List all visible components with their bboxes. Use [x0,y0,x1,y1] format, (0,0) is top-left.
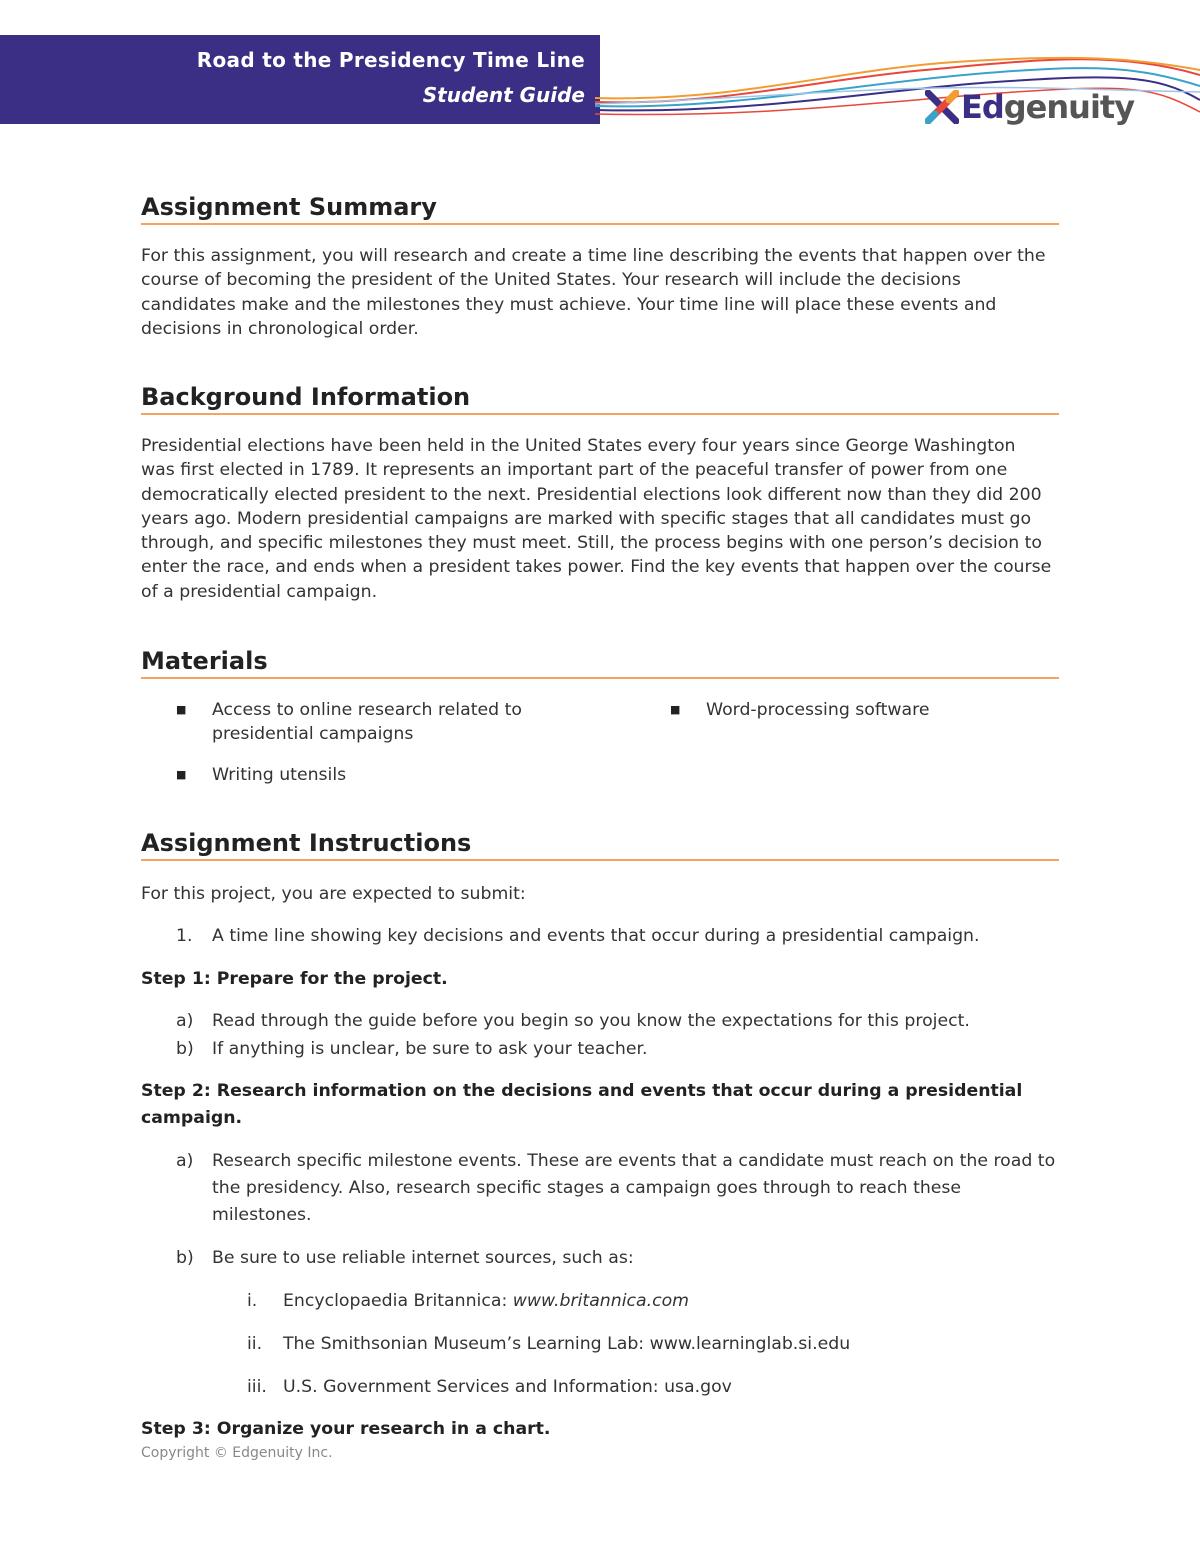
source-label: ii. [247,1334,263,1354]
step-item-line: Research specific milestone events. These are events that a candidate must reach on the road to [212,1151,1056,1171]
background-line: of a presidential campaign. [141,581,378,602]
source-link[interactable]: www.learninglab.si.edu [649,1334,851,1354]
step-item-text: If anything is unclear, be sure to ask your teacher. [212,1039,648,1059]
source-item [247,1288,1047,1316]
background-line: through, and specific milestones they must meet. Still, the process begins with one person’s decision to [141,533,1043,554]
background-line: was first elected in 1789. It represents an important part of the peaceful transfer of power from one [141,460,1008,481]
summary-line: decisions in chronological order. [141,318,419,339]
source-text [283,1331,850,1358]
submit-item-number: 1. [176,926,193,946]
step-1-item [176,1036,1056,1064]
edgenuity-x-icon [925,90,959,124]
submit-item-text: A time line showing key decisions and events that occur during a presidential campaign. [212,926,980,946]
heading-materials: Materials [141,646,1059,679]
background-line: years ago. Modern presidential campaigns are marked with specific stages that all candidates must go [141,508,1032,529]
step-item-text [212,1148,1072,1229]
summary-paragraph [141,244,1061,341]
instructions-intro: For this project, you are expected to submit: [141,884,526,904]
step-2-item-b [176,1245,1056,1273]
heading-assignment-summary: Assignment Summary [141,192,1059,225]
materials-item [176,698,576,748]
background-line: enter the race, and ends when a president takes power. Find the key events that happen over the course [141,557,1052,578]
step-item-text: Read through the guide before you begin so you know the expectations for this project. [212,1011,970,1031]
materials-item-text: Access to online research related to presidential campaigns [212,700,522,745]
step-3-title: Step 3: Organize your research in a chart. [141,1419,551,1439]
square-bullet-icon: ■ [670,703,681,716]
step-1-item [176,1008,1056,1036]
step-2-title-line: Step 2: Research information on the decisions and events that occur during a presidential [141,1081,1023,1101]
copyright-footer: Copyright © Edgenuity Inc. [141,1445,333,1461]
source-item [247,1331,1047,1359]
source-link[interactable]: www.britannica.com [512,1291,689,1311]
step-item-label: a) [176,1011,194,1031]
document-subtitle: Student Guide [422,83,585,107]
source-text [283,1374,732,1401]
summary-line: candidates make and the milestones they must achieve. Your time line will place these events and [141,294,997,315]
materials-item [670,698,1070,724]
step-1-title: Step 1: Prepare for the project. [141,969,448,989]
summary-line: For this assignment, you will research and create a time line describing the events that happen over the [141,246,1046,266]
source-label: iii. [247,1377,267,1397]
step-item-line: milestones. [212,1205,312,1225]
background-line: Presidential elections have been held in the United States every four years since George Washington [141,436,1016,456]
step-item-label: b) [176,1039,194,1059]
step-2-item-a [176,1148,1066,1232]
materials-item-text: Writing utensils [212,765,347,785]
step-2-title-line: campaign. [141,1108,243,1128]
step-item-label: a) [176,1151,194,1171]
logo-wordmark-suffix: genuity [1003,88,1135,126]
step-item-text: Be sure to use reliable internet sources, such as: [212,1248,634,1268]
source-name: Encyclopaedia Britannica: [283,1291,513,1311]
step-item-line: the presidency. Also, research specific stages a campaign goes through to reach these [212,1178,962,1198]
logo-wordmark [961,88,1134,126]
background-paragraph [141,434,1061,604]
source-label: i. [247,1291,258,1311]
materials-item [176,763,576,789]
background-line: democratically elected president to the next. Presidential elections look different now than they did 200 [141,484,1042,505]
heading-background-information: Background Information [141,382,1059,415]
materials-item-text: Word-processing software [706,700,930,720]
source-text [283,1288,689,1315]
source-name: The Smithsonian Museum’s Learning Lab: [283,1334,650,1354]
logo-wordmark-prefix: Ed [961,88,1004,126]
document-title: Road to the Presidency Time Line [196,48,585,72]
header-band [0,35,600,124]
step-item-label: b) [176,1248,194,1268]
edgenuity-logo [925,88,1134,132]
summary-line: course of becoming the president of the United States. Your research will include the decisions [141,270,961,291]
square-bullet-icon: ■ [176,768,187,781]
submit-item [176,923,1056,951]
source-name: U.S. Government Services and Information: [283,1377,665,1397]
step-2-title [141,1078,1041,1132]
heading-assignment-instructions: Assignment Instructions [141,828,1059,861]
source-link[interactable]: usa.gov [664,1377,732,1397]
square-bullet-icon: ■ [176,703,187,716]
source-item [247,1374,1047,1402]
